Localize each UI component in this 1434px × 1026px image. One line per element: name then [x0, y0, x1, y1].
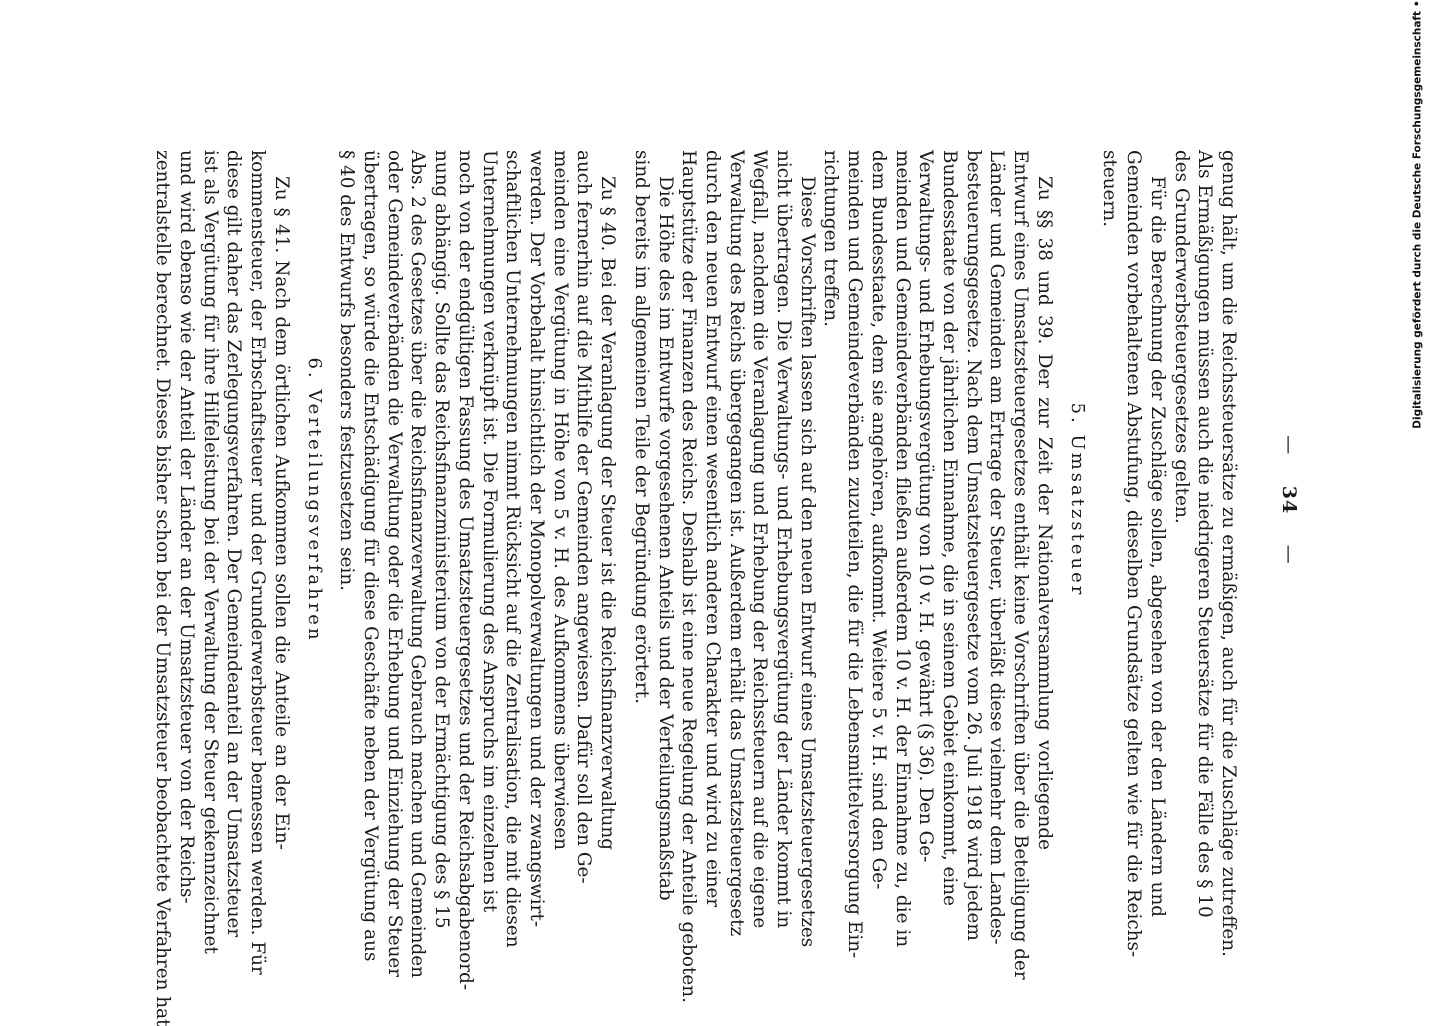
- text-line: steuern.: [1099, 150, 1121, 227]
- text-line: Länder und Gemeinden am Ertrage der Steuer, überläßt diese vielmehr dem Landes-: [986, 150, 1008, 945]
- text-line: noch von der endgültigen Fassung des Umsatzsteuergesetzes und der Reichsabgabenord-: [454, 150, 476, 991]
- text-line: meinden und Gemeindeverbänden fließen außerdem 10 v. H. der Einnahme zu, die in: [891, 150, 913, 948]
- text-line: meinden und Gemeindeverbänden zuzuteilen, die für die Lebensmittelversorgung Ein-: [844, 150, 866, 959]
- digitization-sidebar: [1404, 0, 1430, 429]
- page-number-dash-right: —: [1278, 544, 1300, 565]
- text-line: Verwaltung des Reichs übergegangen ist. Außerdem erhält das Umsatzsteuergesetz: [725, 150, 747, 937]
- text-line: Entwurf eines Umsatzsteuergesetzes enthält keine Vorschriften über die Beteiligung der: [1010, 150, 1032, 980]
- page-number: [1274, 150, 1300, 850]
- text-line: Hauptstütze der Finanzen des Reichs. Deshalb ist eine neue Regelung der Anteile geboten.: [678, 150, 700, 1003]
- text-line: schaftlichen Unternehmungen nimmt Rücksicht auf die Zentralisation, die mit diesen: [502, 150, 524, 948]
- paragraph-share-height: [629, 150, 676, 901]
- text-line: Gemeinden vorbehaltenen Abstufung, dieselben Grundsätze gelten wie für die Reichs-: [1123, 150, 1145, 958]
- page-number-value: 34: [1278, 485, 1300, 515]
- text-line: besteuerungsgesetze. Nach dem Umsatzsteuergesetze vom 26. Juli 1918 wird jedem: [962, 150, 984, 941]
- text-line: nung abhängig. Sollte das Reichsfinanzministerium von der Ermächtigung des § 15: [431, 150, 453, 929]
- sidebar-note: [1411, 0, 1424, 429]
- text-line: dem Bundesstaate, dem sie angehören, aufkommt. Weitere 5 v. H. sind den Ge-: [867, 150, 889, 890]
- text-line: Wegfall, nachdem die Veranlagung und Erhebung der Reichssteuern auf die eigene: [749, 150, 771, 929]
- text-line: nicht übertragen. Die Verwaltungs- und Erhebungsvergütung der Länder kommt in: [773, 150, 795, 929]
- text-line: Für die Berechnung der Zuschläge sollen, abgesehen von der den Ländern und: [1146, 176, 1168, 918]
- text-line: Abs. 2 des Gesetzes über die Reichsfinanzverwaltung Gebrauch machen und Gemeinden: [407, 150, 429, 978]
- text-line: § 40 des Entwurfs besonders festzusetzen sein.: [336, 150, 358, 592]
- text-line: Zu §§ 38 und 39. Der zur Zeit der Nationalversammlung vorliegende: [1033, 176, 1055, 850]
- section-heading-5: 5. Umsatzsteuer: [1066, 402, 1088, 598]
- text-line: kommensteuer, der Erbschaftsteuer und der Grunderwerbsteuer bemessen werden. Für: [246, 150, 268, 975]
- paragraph-41: [150, 150, 292, 1026]
- text-line: übertragen, so würde die Entschädigung für diese Geschäfte neben der Vergütung aus: [360, 150, 382, 962]
- text-line: oder Gemeindeverbänden die Verwaltung oder die Erhebung und Einziehung der Steuer: [383, 150, 405, 978]
- paragraph-38-39: [819, 150, 1056, 980]
- page-number-dash-left: —: [1278, 435, 1300, 456]
- text-line: durch den neuen Entwurf einen wesentlich anderen Charakter und wird zu einer: [701, 150, 723, 908]
- text-line: Verwaltungs- und Erhebungsvergütung von 10 v. H. gewährt (§ 36). Den Ge-: [915, 150, 937, 863]
- text-line: und wird ebenso wie der Anteil der Länder an der Umsatzsteuer von der Reichs-: [175, 150, 197, 904]
- text-line: richtungen treffen.: [820, 150, 842, 327]
- text-line: meinden eine Vergütung in Höhe von 5 v. H. des Aufkommens überwiesen: [549, 150, 571, 850]
- text-line: Unternehmungen verknüpft ist. Die Formulierung des Anspruchs im einzelnen ist: [478, 150, 500, 913]
- text-line: ist als Vergütung für ihre Hilfeleistung bei der Verwaltung der Steuer gekennzeichnet: [199, 150, 221, 954]
- text-line: zentralstelle berechnet. Dieses bisher schon bei der Umsatzsteuer beobachtete Verfahren hat: [152, 150, 174, 1026]
- paragraph-regulations: [677, 150, 819, 1003]
- text-line: Diese Vorschriften lassen sich auf den neuen Entwurf eines Umsatzsteuergesetzes: [796, 176, 818, 948]
- digitization-note: Digitalisierung gefördert durch die Deutsche Forschungsgemeinschaft: [1411, 10, 1423, 429]
- text-line: Als Ermäßigungen müssen auch die niedrigeren Steuersätze für die Fälle des § 10: [1194, 150, 1216, 918]
- text-line: werden. Der Vorbehalt hinsichtlich der Monopolverwaltungen und der zwangswirt-: [526, 150, 548, 928]
- text-line: auch fernerhin auf die Mithilfe der Gemeinden angewiesen. Dafür soll den Ge-: [573, 150, 595, 884]
- text-line: Zu § 40. Bei der Veranlagung der Steuer ist die Reichsfinanzverwaltung: [597, 176, 619, 850]
- text-line: Die Höhe des im Entwurfe vorgesehenen Anteils und der Verteilungsmaßstab: [654, 176, 676, 901]
- paragraph-surcharges: [1098, 150, 1169, 958]
- text-line: Zu § 41. Nach dem örtlichen Aufkommen sollen die Anteile an der Ein-: [270, 176, 292, 850]
- text-line: genug hält, um die Reichssteuersätze zu ermäßigen, auch für die Zuschläge zutreffen.: [1218, 150, 1239, 957]
- separator-dot: •: [1411, 0, 1423, 7]
- text-line: Bundesstaate von der jährlichen Einnahme, die in seinem Gebiet einkommt, eine: [938, 150, 960, 907]
- document-page: [140, 150, 1300, 1026]
- text-line: sind bereits im allgemeinen Teile der Begründung erörtert.: [630, 150, 652, 704]
- paragraph-40: [335, 150, 619, 991]
- section-heading-6: 6. Verteilungsverfahren: [303, 357, 325, 643]
- paragraph-continuation: [1169, 150, 1240, 957]
- text-line: diese gilt daher das Zerlegungsverfahren. Der Gemeindeanteil an der Umsatzsteuer: [223, 150, 245, 938]
- text-line: des Grunderwerbsteuergesetzes gelten.: [1170, 150, 1192, 524]
